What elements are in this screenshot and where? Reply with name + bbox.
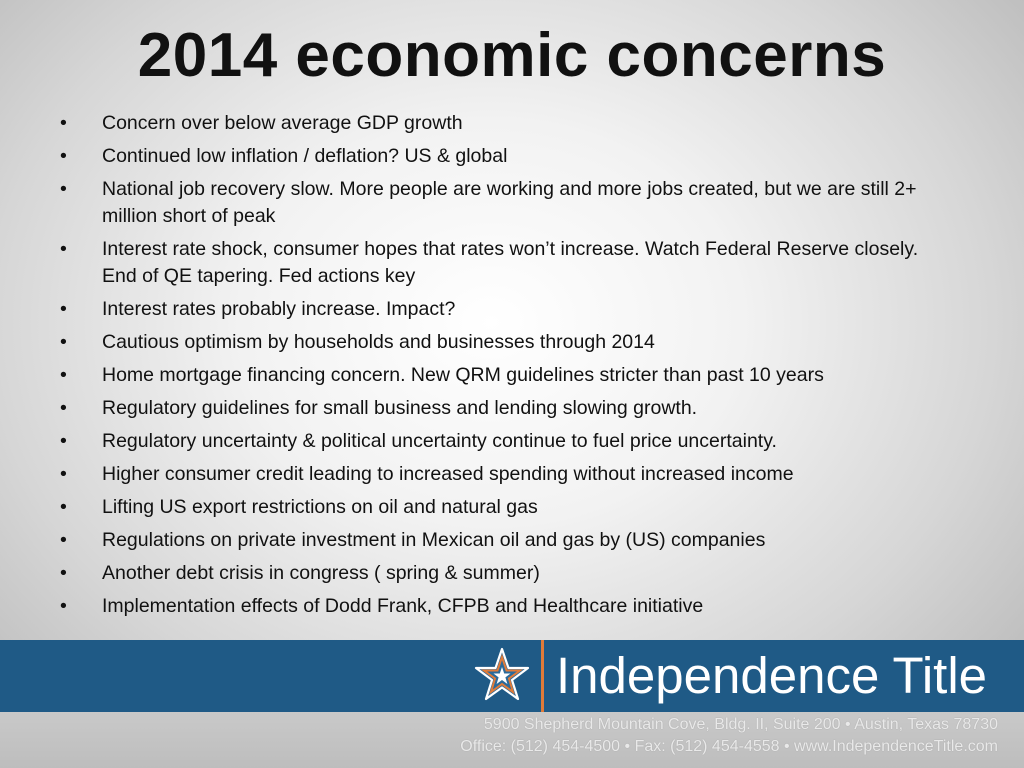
bullet-marker: • (60, 430, 67, 452)
bullet-marker: • (60, 178, 67, 200)
bullet-item (58, 461, 958, 488)
bullet-text: Continued low inflation / deflation? US & global (102, 145, 508, 167)
bullet-text: National job recovery slow. More people are working and more jobs created, but we are still 2+ million short of peak (102, 178, 917, 227)
bullet-marker: • (60, 238, 67, 260)
bullet-marker: • (60, 529, 67, 551)
bullet-marker: • (60, 145, 67, 167)
contact-line: Office: (512) 454-4500 • Fax: (512) 454-4558 • www.IndependenceTitle.com (460, 738, 998, 755)
bullet-marker: • (60, 496, 67, 518)
bullet-item (58, 362, 958, 389)
bullet-item (58, 143, 958, 170)
bullet-marker: • (60, 562, 67, 584)
bullet-marker: • (60, 397, 67, 419)
bullet-text: Regulations on private investment in Mexican oil and gas by (US) companies (102, 529, 766, 551)
bullet-item (58, 494, 958, 521)
bullet-item (58, 527, 958, 554)
bullet-text: Lifting US export restrictions on oil and natural gas (102, 496, 538, 518)
slide-title: 2014 economic concerns (137, 21, 887, 90)
bullet-text: Cautious optimism by households and businesses through 2014 (102, 331, 655, 353)
bullet-text: Home mortgage financing concern. New QRM guidelines stricter than past 10 years (102, 364, 824, 386)
bullet-item (58, 110, 958, 137)
bullet-item (58, 395, 958, 422)
bullet-text: Regulatory uncertainty & political uncertainty continue to fuel price uncertainty. (102, 430, 777, 452)
bullet-text: Concern over below average GDP growth (102, 112, 463, 134)
bullet-text: Interest rate shock, consumer hopes that rates won’t increase. Watch Federal Reserve closely. End of QE tapering. Fed actions key (102, 238, 919, 287)
bullet-text: Another debt crisis in congress ( spring & summer) (102, 562, 540, 584)
bullet-text: Implementation effects of Dodd Frank, CFPB and Healthcare initiative (102, 595, 704, 617)
bullet-item (58, 560, 958, 587)
bullet-item (58, 428, 958, 455)
bullet-item (58, 236, 958, 290)
brand-name: Independence Title (556, 647, 988, 704)
bullet-marker: • (60, 331, 67, 353)
address-line: 5900 Shepherd Mountain Cove, Bldg. II, Suite 200 • Austin, Texas 78730 (483, 716, 998, 733)
bullet-item (58, 329, 958, 356)
bullet-text: Regulatory guidelines for small business and lending slowing growth. (102, 397, 698, 419)
bullet-marker: • (60, 364, 67, 386)
bullet-text: Higher consumer credit leading to increased spending without increased income (102, 463, 794, 485)
bullet-marker: • (60, 298, 67, 320)
bullet-marker: • (60, 595, 67, 617)
star-logo-icon (470, 643, 534, 709)
bullet-text: Interest rates probably increase. Impact? (102, 298, 456, 320)
logo-divider (541, 640, 544, 712)
bullet-item (58, 176, 958, 230)
bullet-marker: • (60, 463, 67, 485)
bullet-list (58, 110, 958, 626)
bullet-marker: • (60, 112, 67, 134)
bullet-item (58, 296, 958, 323)
bullet-item (58, 593, 958, 620)
